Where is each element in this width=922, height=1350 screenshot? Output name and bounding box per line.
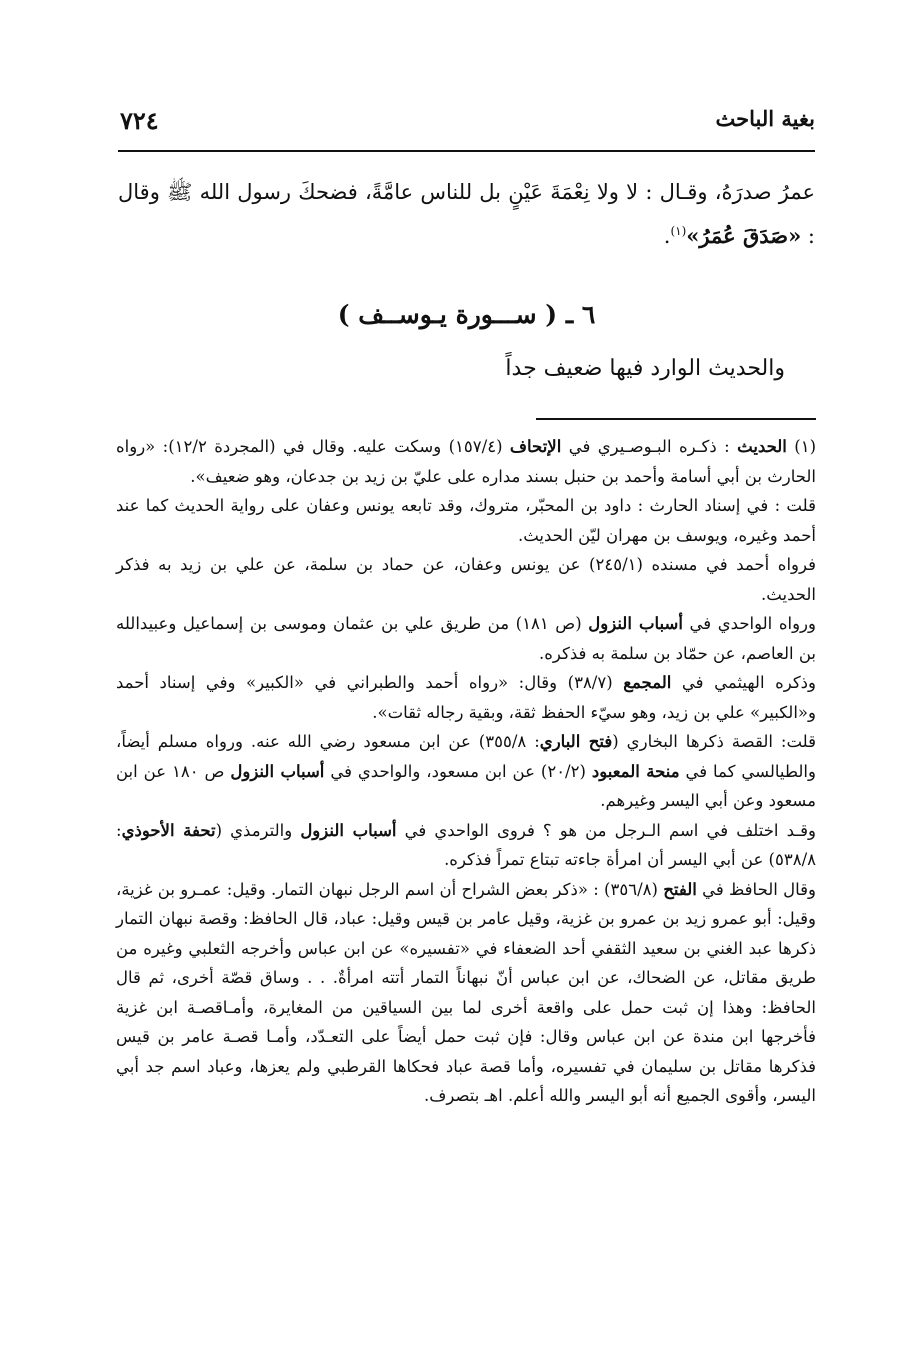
header-rule <box>118 150 815 152</box>
footnote-text: وذكره الهيثمي في <box>671 673 816 692</box>
footnote-keyword: الحديث <box>737 437 787 456</box>
footnote-paragraph <box>116 432 816 491</box>
page-number: ٧٢٤ <box>120 106 159 135</box>
footnote-text: (٣٨/٧) وقال: «رواه أحمد والطبراني في «الكبير» وفي إسناد أحمد و«الكبير» علي بن زيد، وهو سيّء الحفظ ثقة، وبقية رجاله ثقات». <box>116 673 816 722</box>
source-title: فتح الباري <box>539 732 613 751</box>
footnote-text: (٣٥٦/٨) : «ذكر بعض الشراح أن اسم الرجل نبهان التمار. وقيل: عمـرو بن غزية، وقيل: أبو عمرو زيد بن عمرو بن غزية، وقيل عامر بن قيس وقيل: عباد، قال الحافظ: وقصة نبهان التمار ذكرها عبد الغني بن سعيد الثقفي أحد الضعفاء في «تفسيره» عن ابن عباس وأخرجه الثعلبي وغيره من طريق مقاتل، عن الضحاك، عن ابن عباس أنّ نبهاناً التمار أتته امرأةٌ. . . وساق قصّة أخرى، ثم قال الحافظ: وهذا إن ثبت حمل على واقعة أخرى لما بين السياقين من المغايرة، وأمـاقصـة ابن غزية فأخرجها ابن مندة عن ابن عباس وقال: فإن ثبت حمل أيضاً على التعـدّد، وأمـا قصـة عامر بن قيس فذكرها مقاتل بن سليمان في تفسيره، وأما قصة عباد فحكاها القرطبي ولم يعزها، وعباد اسم جد أبي اليسر، وأقوى الجميع أنه أبو اليسر والله أعلم. اهـ بتصرف. <box>116 879 816 1105</box>
source-title: المجمع <box>623 673 672 692</box>
footnote-text: وقـد اختلف في اسم الـرجل من هو ؟ فروى الواحدي في <box>396 820 816 840</box>
footnote-text: (١٥٧/٤) وسكت عليه. وقال في (المجردة ١٢/٢): «رواه الحارث بن أبي أسامة وأحمد بن حنبل بسند مداره على عليّ بن زيد بن جدعان، وهو ضعيف». <box>116 437 816 486</box>
footnote-paragraph <box>116 816 816 875</box>
main-text-part1: عمرُ صدرَهُ، وقـال : لا ولا نِعْمَةَ عَيْنٍ بل للناس عامَّةً، فضحكَ رسول الله ﷺ وقال : <box>118 180 815 248</box>
source-title: أسباب النزول <box>300 820 397 840</box>
footnote-text: (٢٠/٢) عن ابن مسعود، والواحدي في <box>324 761 592 781</box>
footnote-paragraph <box>116 668 816 727</box>
source-title: الإتحاف <box>509 437 562 456</box>
footnote-paragraph: فرواه أحمد في مسنده (٢٤٥/١) عن يونس وعفان، عن حماد بن سلمة، عن علي بن زيد به فذكر الحديث. <box>116 555 816 604</box>
source-title: تحفة الأحوذي <box>121 820 216 840</box>
footnotes <box>116 432 816 1111</box>
footnote-paragraph <box>116 875 816 1111</box>
footnote-text: ورواه الواحدي في <box>682 614 816 633</box>
footnote-text: ص ١٨٠ عن ابن مسعود وعن أبي اليسر وغيرهم. <box>116 761 816 810</box>
footnote-paragraph <box>116 727 816 816</box>
chapter-heading: ٦ ـ ( ســـورة يـوســف ) <box>337 300 596 329</box>
footnote-text: قلت: القصة ذكرها البخاري ( <box>612 732 817 751</box>
hadith-quote: «صَدَقَ عُمَرُ» <box>686 223 802 248</box>
footnote-text: والترمذي ( <box>215 820 301 840</box>
footnote-text: : ذكـره البـوصـيري في <box>561 437 738 456</box>
footnote-text: (ص ١٨١) من طريق علي بن عثمان وموسى بن إسماعيل وعبيدالله بن العاصم، عن حمّاد بن سلمة به فذكره. <box>116 614 816 663</box>
main-text <box>118 170 815 258</box>
source-title: أسباب النزول <box>230 761 325 781</box>
source-title: أسباب النزول <box>588 614 683 633</box>
page-header <box>120 100 815 140</box>
footnote-text: وقال الحافظ في <box>696 879 816 899</box>
footnote-paragraph: قلت : في إسناد الحارث : داود بن المحبّر، متروك، وقد تابعه يونس وعفان على رواية الحديث كما عند أحمد وغيره، ويوسف بن مهران ليّن الحديث. <box>116 496 816 545</box>
footnote-text: : ٣٥٥/٨) عن ابن مسعود رضي الله عنه. ورواه مسلم أيضاً، والطيالسي كما في <box>116 732 816 781</box>
footnote-ref: (١) <box>670 224 687 238</box>
footnote-number: (١) <box>786 437 817 456</box>
footnote-text: : ٥٣٨/٨) عن أبي اليسر أن امرأة جاءته تبتاع تمراً فذكره. <box>116 820 816 869</box>
main-text-end: . <box>663 224 671 248</box>
chapter-subtitle: والحديث الوارد فيها ضعيف جداً <box>505 356 785 381</box>
footnote-rule <box>536 418 816 420</box>
footnote-paragraph <box>116 609 816 668</box>
source-title: الفتح <box>663 879 697 899</box>
running-title: بغية الباحث <box>715 106 815 131</box>
source-title: منحة المعبود <box>591 761 680 781</box>
